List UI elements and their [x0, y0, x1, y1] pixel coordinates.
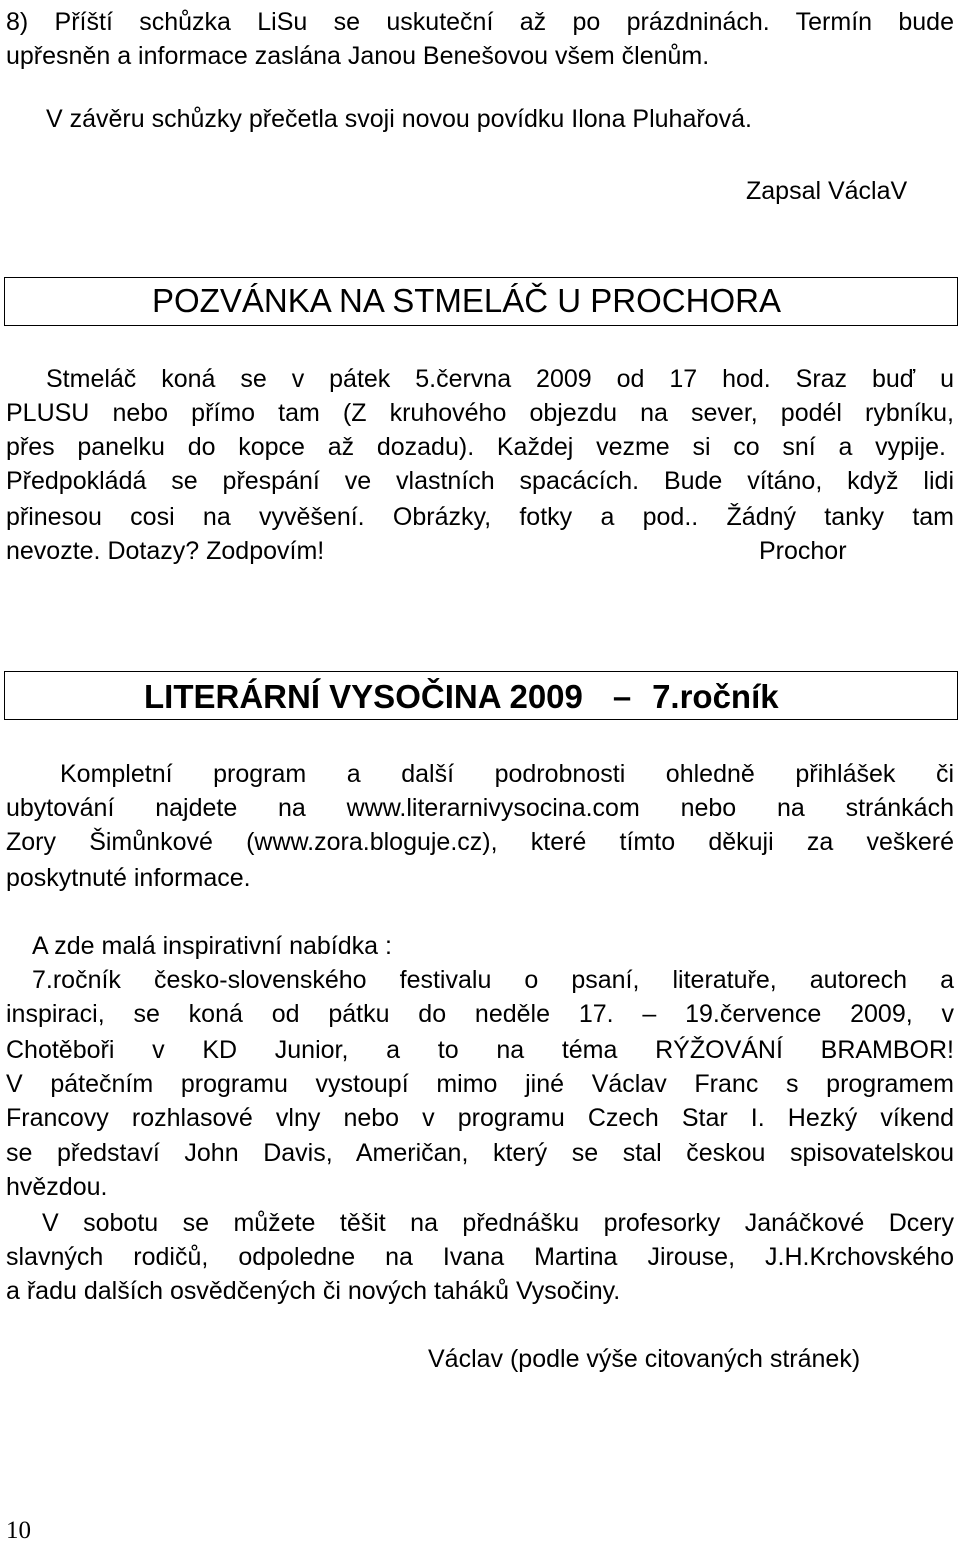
offer-line: V pátečním programu vystoupí mimo jiné Václav Franc s programem — [6, 1070, 954, 1098]
festival-info-line: Zory Šimůnkové (www.zora.bloguje.cz), které tímto děkuji za veškeré — [6, 828, 954, 856]
invitation-line: přes panelku do kopce až dozadu). Každej vezme si co sní a vypije. — [6, 433, 946, 461]
invitation-line: nevozte. Dotazy? Zodpovím! — [6, 537, 325, 565]
invitation-signature: Prochor — [759, 537, 847, 565]
offer-line: se představí John Davis, Američan, který se stal českou spisovatelskou — [6, 1139, 954, 1167]
saturday-line: V sobotu se můžete těšit na přednášku profesorky Janáčkové Dcery — [42, 1209, 954, 1237]
saturday-line: a řadu dalších osvědčených či nových taháků Vysočiny. — [6, 1277, 621, 1305]
invitation-line: PLUSU nebo přímo tam (Z kruhového objezdu na sever, podél rybníku, — [6, 399, 954, 427]
festival-info-line: poskytnuté informace. — [6, 864, 251, 892]
meeting-signature: Zapsal VáclaV — [746, 177, 908, 205]
festival-title — [144, 677, 779, 717]
festival-info-line: Kompletní program a další podrobnosti ohledně přihlášek či — [60, 760, 954, 788]
festival-signature: Václav (podle výše citovaných stránek) — [428, 1345, 861, 1373]
festival-info-line: ubytování najdete na www.literarnivysocina.com nebo na stránkách — [6, 794, 954, 822]
offer-line: hvězdou. — [6, 1173, 108, 1201]
offer-line: inspiraci, se koná od pátku do neděle 17. – 19.července 2009, v — [6, 1000, 954, 1028]
festival-title-main: LITERÁRNÍ VYSOČINA 2009 — [144, 678, 583, 715]
festival-title-dash: – — [612, 678, 632, 715]
festival-title-edition: 7.ročník — [652, 678, 779, 715]
offer-line: Chotěboři v KD Junior, a to na téma RÝŽOVÁNÍ BRAMBOR! — [6, 1036, 954, 1064]
invitation-line: přinesou cosi na vyvěšení. Obrázky, fotky a pod.. Žádný tanky tam — [6, 503, 954, 531]
page-number: 10 — [6, 1517, 31, 1544]
meeting-text-line-1: 8) Příští schůzka LiSu se uskuteční až po prázdninách. Termín bude — [6, 8, 954, 36]
invitation-line: Stmeláč koná se v pátek 5.června 2009 od 17 hod. Sraz buď u — [46, 365, 954, 393]
saturday-line: slavných rodičů, odpoledne na Ivana Martina Jirouse, J.H.Krchovského — [6, 1243, 954, 1271]
offer-line: 7.ročník česko-slovenského festivalu o psaní, literatuře, autorech a — [32, 966, 954, 994]
meeting-text-line-2: upřesněn a informace zaslána Janou Benešovou všem členům. — [6, 42, 710, 70]
offer-heading: A zde malá inspirativní nabídka : — [32, 932, 392, 960]
meeting-text-line-3: V závěru schůzky přečetla svoji novou povídku Ilona Pluhařová. — [46, 105, 752, 133]
offer-line: Francovy rozhlasové vlny nebo v programu Czech Star I. Hezký víkend — [6, 1104, 954, 1132]
invitation-title: POZVÁNKA NA STMELÁČ U PROCHORA — [152, 282, 781, 319]
invitation-line: Předpokládá se přespání ve vlastních spacácích. Bude vítáno, když lidi — [6, 467, 954, 495]
